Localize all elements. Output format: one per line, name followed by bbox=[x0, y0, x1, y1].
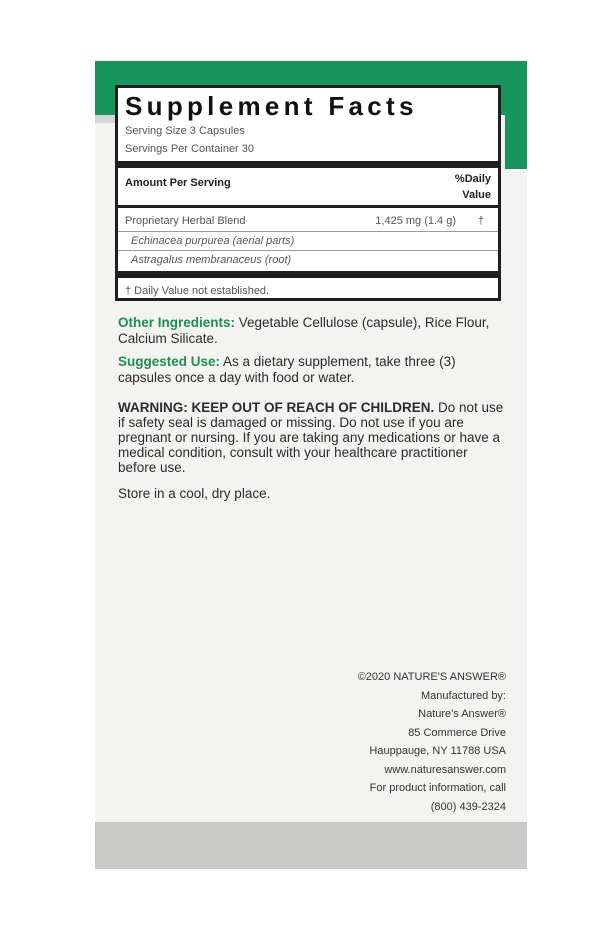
thick-divider bbox=[118, 161, 498, 168]
warning-block bbox=[118, 400, 504, 475]
company-name: Nature's Answer® bbox=[418, 708, 506, 720]
daily-value-header bbox=[431, 171, 491, 203]
supplement-facts-title: Supplement Facts bbox=[125, 91, 418, 121]
manufactured-by: Manufactured by: bbox=[421, 689, 506, 702]
copyright: ©2020 NATURE'S ANSWER® bbox=[357, 671, 506, 683]
blend-amount: 1,425 mg (1.4 g) bbox=[375, 215, 456, 227]
manufacturer-info bbox=[300, 668, 506, 816]
daily-value-header-line2: Value bbox=[462, 189, 491, 201]
thick-divider bbox=[118, 271, 498, 278]
amount-per-serving-header: Amount Per Serving bbox=[125, 177, 231, 189]
warning-label: WARNING: KEEP OUT OF REACH OF CHILDREN. bbox=[118, 400, 435, 415]
suggested-use bbox=[118, 354, 504, 386]
serving-size: Serving Size 3 Capsules bbox=[125, 125, 245, 137]
blend-daily-value: † bbox=[477, 215, 484, 227]
company-street: 85 Commerce Drive bbox=[408, 726, 506, 739]
company-city: Hauppauge, NY 11788 USA bbox=[369, 745, 506, 757]
storage-instructions: Store in a cool, dry place. bbox=[118, 486, 271, 501]
brand-green-side-band bbox=[505, 61, 527, 169]
suggested-use-label: Suggested Use: bbox=[118, 354, 221, 369]
blend-name: Proprietary Herbal Blend bbox=[125, 215, 246, 227]
warning-text: Do not use if safety seal is damaged or missing. Do not use if you are pregnant or nursing. If you are taking any medications or have a medical condition, consult with your healthcare practitioner before use. bbox=[118, 400, 504, 475]
ingredient-row: Astragalus membranaceus (root) bbox=[131, 254, 292, 266]
company-website: www.naturesanswer.com bbox=[384, 763, 506, 776]
medium-divider bbox=[118, 205, 498, 208]
other-ingredients bbox=[118, 315, 504, 347]
ingredient-row: Echinacea purpurea (aerial parts) bbox=[131, 235, 295, 247]
product-info-text: For product information, call bbox=[369, 782, 506, 794]
suggested-use-text: As a dietary supplement, take three (3) capsules once a day with food or water. bbox=[118, 354, 456, 385]
other-ingredients-label: Other Ingredients: bbox=[118, 315, 236, 330]
supplement-facts-panel bbox=[115, 85, 501, 301]
other-ingredients-text: Vegetable Cellulose (capsule), Rice Flour, Calcium Silicate. bbox=[118, 315, 490, 346]
row-divider bbox=[118, 250, 498, 251]
row-divider bbox=[118, 231, 498, 232]
grey-accent-strip bbox=[95, 115, 115, 123]
servings-per-container: Servings Per Container 30 bbox=[125, 143, 255, 155]
bottom-grey-band bbox=[95, 822, 527, 869]
daily-value-footnote: † Daily Value not established. bbox=[125, 285, 270, 297]
daily-value-header-line1: %Daily bbox=[454, 173, 491, 185]
company-phone: (800) 439-2324 bbox=[430, 800, 506, 813]
